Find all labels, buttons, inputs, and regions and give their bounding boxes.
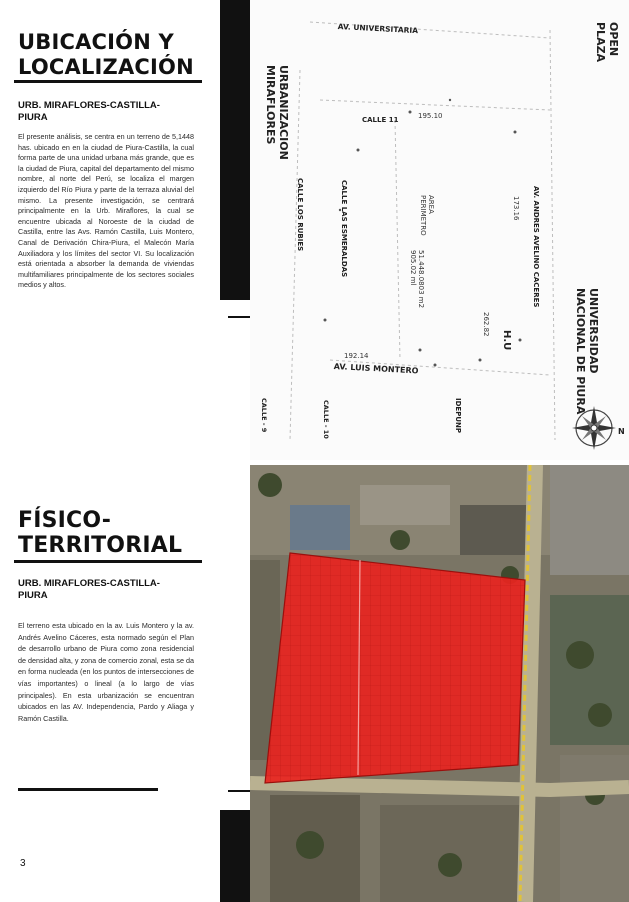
title-underline [14,560,202,563]
section-body-text: El presente análisis, se centra en un terreno de 5,1448 has. ubicado en en la ciudad de Piura-Castilla, la cual forma parte de una unidad urbana más grande, que es la ciudad de Piura, capital del departamento del mismo nombre, al norte del Perú, se localiza el margen izquierdo del Río Piura y parte de la terraza aluvial del mismo. La presente investigación, se centrará principalmente en la Urb. Miraflores, la cual se encuentre ubicada al Noroeste de la ciudad de Castilla, entre las Avs. Ramón Castilla, Luis Montero, Canal de Derivación Chira-Piura, el Malecón María Auxiliadora y los límites del sector VI. Su localización está orientada a absorber la demanda de viviendas multifamiliares principalmente de los sectores sociales medios y altos. [18,132,194,290]
label-calle-11: CALLE 11 [362,116,399,124]
label-universidad-nacional-piura: UNIVERSIDAD NACIONAL DE PIURA [574,288,600,415]
label-calle-10: CALLE - 10 [322,400,330,439]
title-underline [14,80,202,83]
label-area-perimetro: AREA PERIMETRO [419,195,435,236]
title-line-1: UBICACIÓN Y [18,30,174,54]
decorative-black-bar [220,0,250,300]
label-av-caceres: AV. ANDRES AVELINO CACERES [532,186,540,308]
decorative-black-bar [220,810,250,902]
decorative-rule [228,316,250,318]
svg-text:N: N [618,427,625,436]
title-line-1: FÍSICO- [18,508,112,533]
title-line-2: LOCALIZACIÓN [18,55,194,79]
location-plan-map [250,0,629,460]
label-calle-esmeraldas: CALLE LAS ESMERALDAS [340,180,348,278]
label-dim-top: 195.10 [418,112,443,120]
title-line-2: TERRITORIAL [18,533,183,558]
label-dim-left: 262.82 [482,312,490,337]
section-subtitle: URB. MIRAFLORES-CASTILLA- PIURA [18,100,160,123]
decorative-rule [228,790,250,792]
label-idepunp: IDEPUNP [454,398,462,433]
section-body-text: El terreno esta ubicado en la av. Luis Montero y la av. Andrés Avelino Cáceres, esta normado según el Plan de desarrollo urbano de Piura como zona residencial de densidad alta, y zona de comercio zonal, esta se da en forma nucleada (en los puntos de intersecciones de vías importantes) o lineal (a lo largo de vías principales). En esta urbanización se encuentran ubicados en las AV. Independencia, Pardo y Aliaga y Ramón Castilla. [18,621,194,723]
plan-linework [250,0,629,460]
aerial-terrain-photo [250,465,629,902]
section-subtitle: URB. MIRAFLORES-CASTILLA- PIURA [18,578,160,601]
page-number: 3 [20,858,26,869]
section-title-ubicacion [18,30,194,80]
label-dim-bottom: 192.14 [344,352,369,360]
decorative-rule [18,788,158,791]
label-open-plaza: OPEN PLAZA [594,22,620,63]
label-av-luis-montero: AV. LUIS MONTERO [333,362,419,376]
label-area-perimetro-values: 51.448.0803 m2 905.02 ml [409,250,425,309]
section-title-fisico [18,508,182,558]
label-calle-los-rubies: CALLE LOS RUBIES [296,178,304,252]
label-av-universitaria: AV. UNIVERSITARIA [337,22,419,36]
label-calle-9: CALLE - 9 [260,398,268,433]
label-hu: H.U [501,330,512,351]
label-dim-right: 173.16 [512,196,520,221]
aerial-image [250,465,629,902]
label-urbanizacion-miraflores: URBANIZACION MIRAFLORES [264,65,290,160]
